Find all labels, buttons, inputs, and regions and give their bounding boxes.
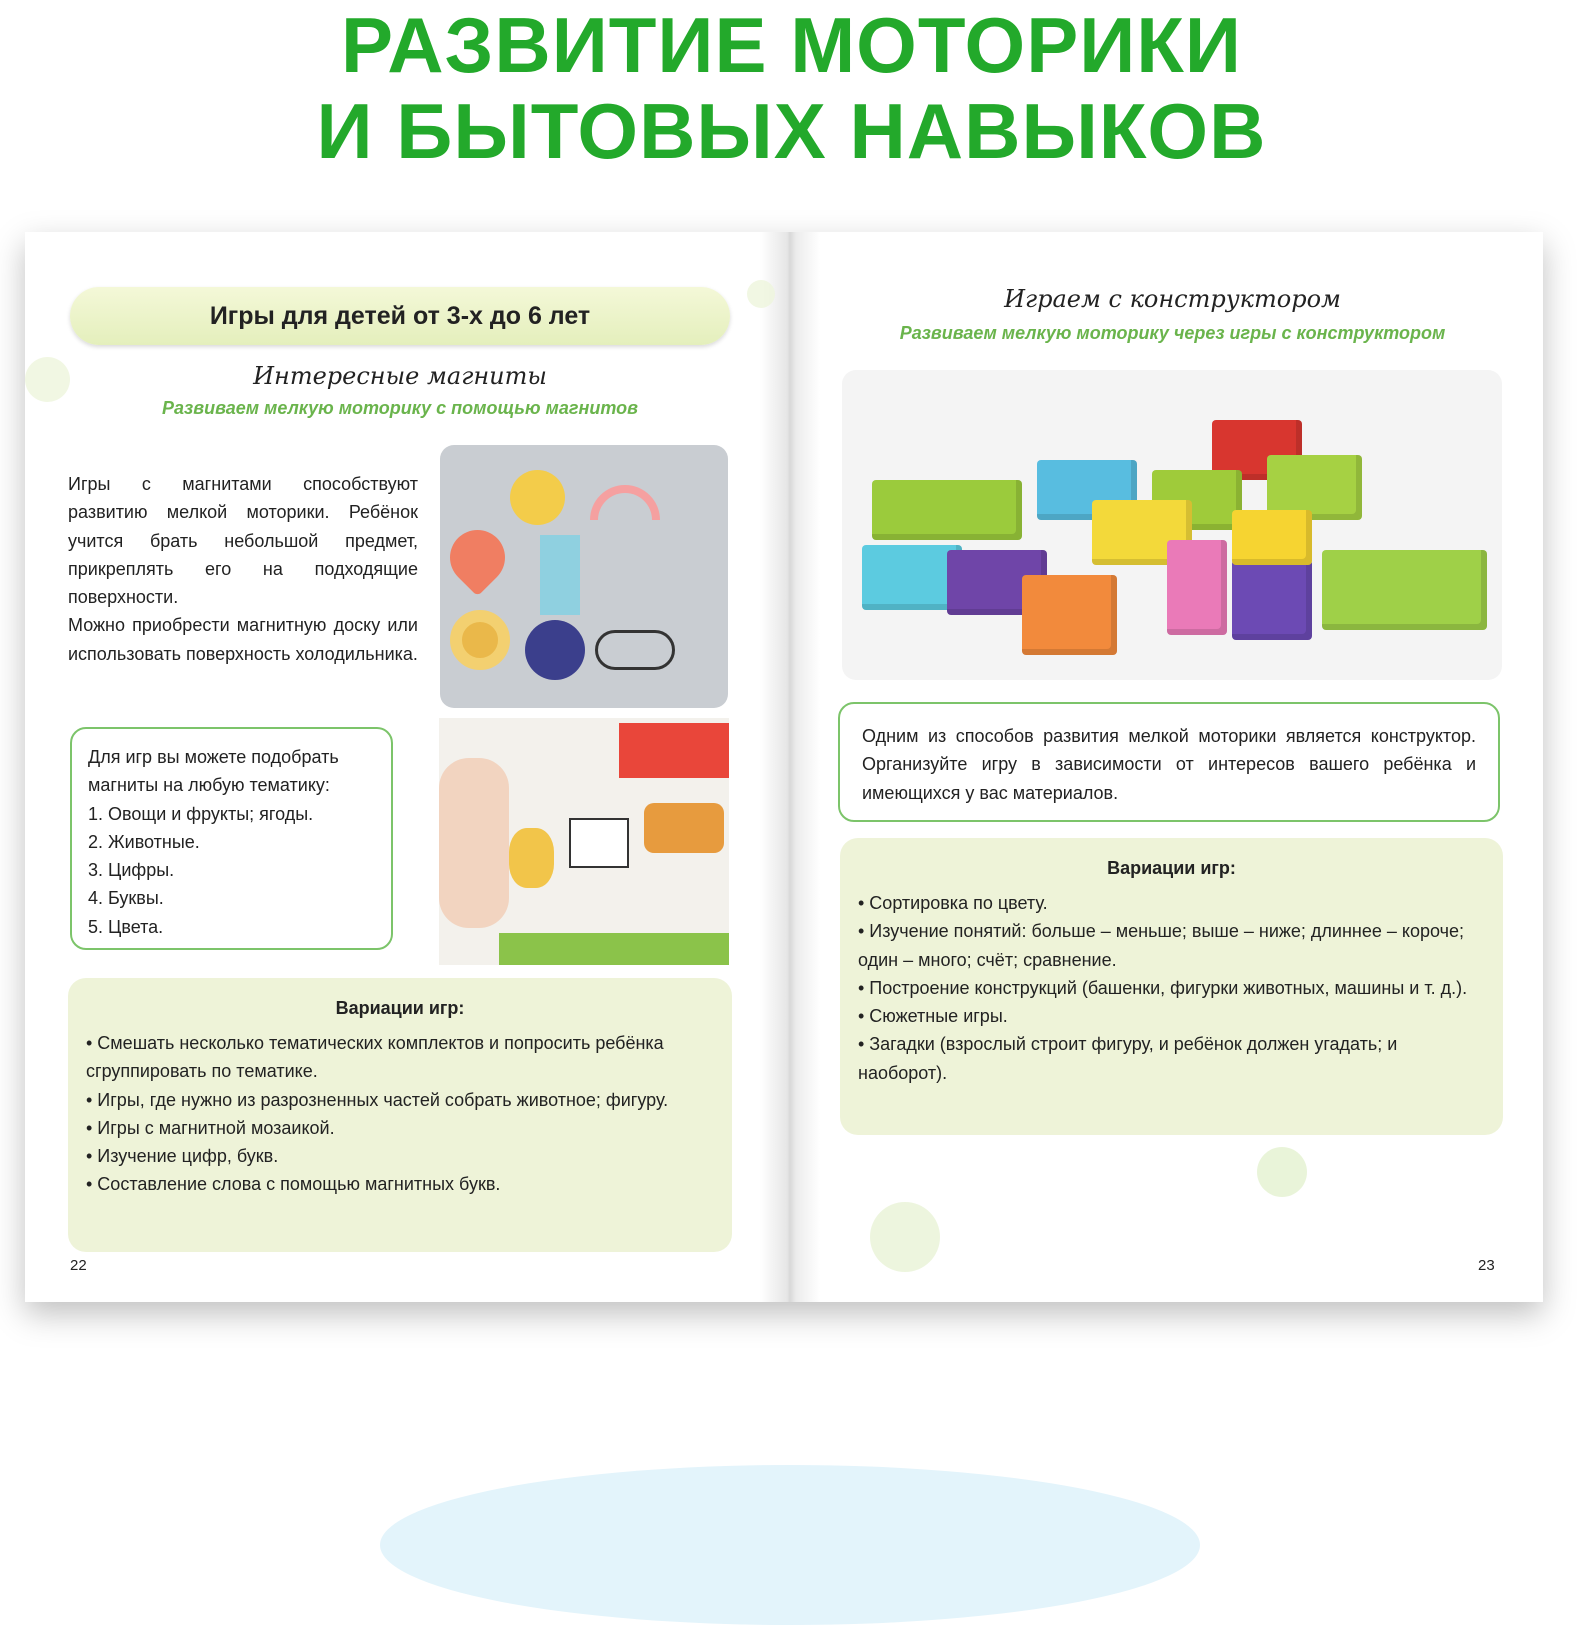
variation-item: • Сюжетные игры.: [858, 1006, 1008, 1027]
age-banner: Игры для детей от 3-х до 6 лет: [70, 287, 730, 345]
book-spread: [25, 232, 1543, 1302]
variations-title: Вариации игр:: [335, 998, 465, 1018]
themes-box: [70, 727, 393, 950]
page-number: 23: [1478, 1257, 1495, 1274]
magnets-photo: [440, 445, 728, 708]
intro-text: Одним из способов развития мелкой моторики является конструктор. Организуйте игру в зависимости от интересов вашего ребёнка и имеющихся у вас материалов.: [862, 726, 1476, 803]
section-title: Интересные магниты: [253, 362, 547, 390]
book-spine: [760, 232, 820, 1302]
variation-item: • Изучение цифр, букв.: [86, 1146, 279, 1167]
variation-item: • Изучение понятий: больше – меньше; выше – ниже; длиннее – короче; один – много; счёт; сравнение.: [858, 921, 1465, 970]
right-variations-panel: [840, 838, 1503, 1135]
decor-dot: [747, 280, 775, 308]
decor-dot: [1257, 1147, 1307, 1197]
variation-item: • Игры, где нужно из разрозненных частей собрать животное; фигуру.: [86, 1089, 669, 1110]
variation-item: • Сортировка по цвету.: [858, 893, 1048, 913]
decor-dot: [25, 357, 70, 402]
page-number: 22: [70, 1257, 87, 1274]
variations-title: Вариации игр:: [1107, 858, 1236, 878]
variation-item: • Составление слова с помощью магнитных букв.: [86, 1174, 501, 1195]
theme-item: 5. Цвета.: [88, 916, 164, 937]
farm-magnets-photo: [439, 718, 729, 965]
theme-item: 4. Буквы.: [88, 888, 164, 909]
page-title-line1: РАЗВИТИЕ МОТОРИКИ: [341, 1, 1242, 89]
intro-box: [838, 702, 1500, 822]
variation-item: • Построение конструкций (башенки, фигурки животных, машины и т. д.).: [858, 977, 1468, 998]
decor-arc: [380, 1465, 1200, 1625]
section-subtitle: Развиваем мелкую моторику через игры с конструктором: [899, 323, 1446, 343]
themes-intro: Для игр вы можете подобрать магниты на любую тематику:: [88, 747, 339, 796]
theme-item: 2. Животные.: [88, 831, 200, 852]
page-title-line2: И БЫТОВЫХ НАВЫКОВ: [316, 87, 1267, 175]
theme-item: 3. Цифры.: [88, 860, 175, 881]
variation-item: • Загадки (взрослый строит фигуру, и ребёнок должен угадать; и наоборот).: [858, 1034, 1398, 1083]
variation-item: • Смешать несколько тематических комплектов и попросить ребёнка сгруппировать по тематике.: [86, 1033, 664, 1082]
left-variations-panel: [68, 978, 732, 1252]
bricks-photo: [842, 370, 1502, 680]
section-title: Играем с конструктором: [1004, 285, 1341, 313]
decor-dot: [870, 1202, 940, 1272]
theme-item: 1. Овощи и фрукты; ягоды.: [88, 803, 314, 824]
paragraph: Игры с магнитами способствуют развитию мелкой моторики. Ребёнок учится брать небольшой предмет, прикреплять его на подходящие поверхности.: [68, 474, 418, 608]
paragraph: Можно приобрести магнитную доску или использовать поверхность холодильника.: [68, 615, 418, 664]
variation-item: • Игры с магнитной мозаикой.: [86, 1117, 335, 1138]
section-subtitle: Развиваем мелкую моторику с помощью магнитов: [162, 398, 638, 418]
intro-text: [68, 470, 418, 668]
